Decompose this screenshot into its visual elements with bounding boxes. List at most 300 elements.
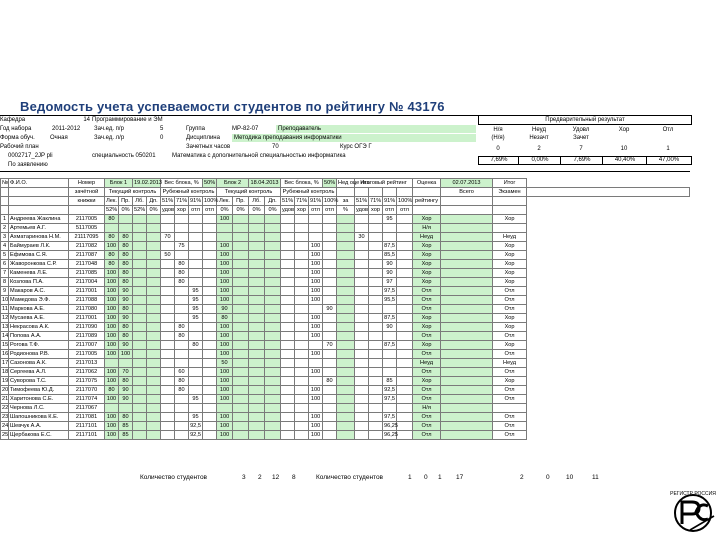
block2-100 <box>323 404 337 413</box>
block2-91 <box>309 404 323 413</box>
label-work-plan: Рабочий план <box>0 144 39 150</box>
table-row <box>1 215 690 224</box>
empty-cell <box>265 332 281 341</box>
record-book-number: 2117067 <box>69 404 105 413</box>
empty-cell <box>265 296 281 305</box>
empty-cell <box>249 305 265 314</box>
th-final-rating: Итоговый рейтинг <box>355 179 413 188</box>
empty-cell <box>133 215 147 224</box>
empty-cell <box>233 260 249 269</box>
student-name: Родионова Р.В. <box>9 350 69 359</box>
total-grade: Отл <box>493 386 527 395</box>
empty-cell <box>233 233 249 242</box>
row-number: 1 <box>1 215 9 224</box>
total-grade: Отл <box>493 332 527 341</box>
student-name: Каменева Л.Е. <box>9 269 69 278</box>
block1-51 <box>161 422 175 431</box>
block2-lecture: 80 <box>217 314 233 323</box>
th-overall: Всего <box>441 188 493 197</box>
record-book-number: 2117080 <box>69 305 105 314</box>
row-number: 18 <box>2 369 9 375</box>
block1-71: 80 <box>175 332 189 341</box>
empty-cell <box>233 251 249 260</box>
block1-91 <box>189 215 203 224</box>
empty-cell <box>281 260 295 269</box>
grade-by-rating: Отл <box>413 287 441 296</box>
block1-lecture: 100 <box>105 377 119 386</box>
block2-100 <box>323 260 337 269</box>
student-name: Шапошникова К.Е. <box>9 413 69 422</box>
exam-grade <box>441 413 493 422</box>
student-name: Андреева Жаклина <box>9 215 69 224</box>
empty-cell <box>397 314 413 323</box>
record-book-number: 2117087 <box>69 251 105 260</box>
th-block2-weight: Вес блока, % <box>281 179 323 188</box>
empty-cell <box>133 269 147 278</box>
row-number: 11 <box>2 306 8 312</box>
grade-by-rating: Отл <box>413 350 441 359</box>
empty-cell <box>337 224 355 233</box>
total-grade: Отл <box>493 395 527 404</box>
th-fio: Ф.И.О. <box>9 179 69 188</box>
empty-cell <box>265 341 281 350</box>
empty-cell <box>233 404 249 413</box>
table-row <box>1 377 690 386</box>
empty-cell <box>147 431 161 440</box>
exam-grade <box>441 260 493 269</box>
th-91-f: 91% <box>384 198 396 204</box>
empty-cell <box>397 242 413 251</box>
empty-cell <box>203 296 217 305</box>
student-name: Харитонова С.Е. <box>9 395 69 404</box>
block2-91 <box>309 224 323 233</box>
block1-practice: 90 <box>119 314 133 323</box>
empty-cell <box>203 332 217 341</box>
block1-lecture: 100 <box>105 350 119 359</box>
th-pr2: Пр. <box>233 197 249 206</box>
empty-cell <box>249 350 265 359</box>
empty-cell <box>295 332 309 341</box>
block1-91: 95 <box>189 287 203 296</box>
table-header-row-3 <box>1 197 690 206</box>
block1-51 <box>161 431 175 440</box>
summary-pct-fail: 0,00% <box>518 156 562 165</box>
empty-cell <box>147 233 161 242</box>
empty-cell <box>295 413 309 422</box>
empty-cell <box>369 422 383 431</box>
final-91 <box>383 350 397 359</box>
empty-cell <box>337 233 355 242</box>
grade-by-rating: Н/я <box>413 404 441 413</box>
block1-51 <box>161 305 175 314</box>
empty-cell <box>369 305 383 314</box>
empty-cell <box>397 341 413 350</box>
empty-cell <box>249 296 265 305</box>
value-credits-lr: 0 <box>160 135 164 141</box>
final-91 <box>383 404 397 413</box>
row-number: 3 <box>1 233 9 242</box>
empty-cell <box>133 332 147 341</box>
block1-71: 80 <box>175 386 189 395</box>
block1-practice: 80 <box>119 251 133 260</box>
grade-by-rating: Хор <box>413 251 441 260</box>
row-number: 25 <box>2 432 9 438</box>
final-91: 95,5 <box>384 297 395 303</box>
block1-lecture: 100 <box>105 413 119 422</box>
empty-cell <box>397 332 413 341</box>
value-study-form: Очная <box>50 135 68 141</box>
empty-cell <box>295 323 309 332</box>
block2-lecture: 100 <box>217 413 233 422</box>
block1-71 <box>175 251 189 260</box>
empty-cell <box>203 404 217 413</box>
page-title: Ведомость учета успеваемости студентов по рейтингу № 43176 <box>20 99 445 114</box>
exam-grade <box>441 233 493 242</box>
empty-cell <box>337 395 355 404</box>
empty-cell <box>203 215 217 224</box>
grade-by-rating: Хор <box>413 323 441 332</box>
empty-cell <box>147 386 161 395</box>
th-grade-date: 02.07.2013 <box>441 179 493 188</box>
record-book-number: 2117075 <box>69 377 105 386</box>
row-number: 23 <box>2 414 9 420</box>
block1-71 <box>175 296 189 305</box>
block1-practice <box>119 359 133 368</box>
empty-cell <box>249 404 265 413</box>
block2-100 <box>323 350 337 359</box>
empty-cell <box>281 305 295 314</box>
row-number: 24 <box>2 423 9 429</box>
grade-by-rating: Хор <box>413 269 441 278</box>
empty-cell <box>281 341 295 350</box>
th-w-ef: отл <box>383 206 397 215</box>
empty-cell <box>249 386 265 395</box>
empty-cell <box>295 278 309 287</box>
th-w-lb2: 0% <box>249 206 265 215</box>
grade-by-rating: Хор <box>413 377 441 386</box>
empty-cell <box>337 278 355 287</box>
empty-cell <box>295 350 309 359</box>
block2-lecture: 100 <box>217 269 233 278</box>
empty-cell <box>203 242 217 251</box>
final-51 <box>355 224 369 233</box>
empty-cell <box>281 332 295 341</box>
table-row <box>1 323 690 332</box>
empty-cell <box>147 359 161 368</box>
block2-lecture: 100 <box>217 395 233 404</box>
block2-100 <box>323 368 337 377</box>
row-number: 15 <box>2 342 9 348</box>
empty-cell <box>295 395 309 404</box>
block1-91 <box>189 260 203 269</box>
block1-71: 60 <box>175 368 189 377</box>
label-department: Кафедра <box>0 117 26 123</box>
row-number: 13 <box>2 324 9 330</box>
block1-91 <box>189 224 203 233</box>
record-book-number: 2117013 <box>69 359 105 368</box>
block1-practice: 90 <box>119 287 133 296</box>
student-name: Козлова П.А. <box>9 278 69 287</box>
label-teacher: Преподаватель <box>278 126 322 132</box>
empty-cell <box>265 314 281 323</box>
final-91 <box>383 233 397 242</box>
exam-grade <box>441 368 493 377</box>
row-number: 20 <box>2 387 9 393</box>
empty-cell <box>295 422 309 431</box>
block2-91: 100 <box>309 413 323 422</box>
row-number: 14 <box>2 333 9 339</box>
table-row <box>1 269 690 278</box>
block1-lecture: 100 <box>105 368 119 377</box>
record-book-number: 2117101 <box>69 431 105 440</box>
block2-91 <box>309 359 323 368</box>
grade-by-rating: Отл <box>413 413 441 422</box>
block1-91: 92,5 <box>190 432 201 438</box>
student-name: Сазонова А.К. <box>9 359 69 368</box>
block1-91 <box>189 332 203 341</box>
empty-cell <box>281 296 295 305</box>
block2-91 <box>309 377 323 386</box>
empty-cell <box>147 314 161 323</box>
empty-cell <box>265 431 281 440</box>
empty-cell <box>281 314 295 323</box>
th-51-2: 51% <box>282 198 294 204</box>
grade-by-rating: Хор <box>413 242 441 251</box>
footer-v7: 1 <box>438 474 442 481</box>
final-91: 97,5 <box>384 414 395 420</box>
student-name: Тимофеева Ю.Д. <box>9 386 69 395</box>
final-51 <box>355 386 369 395</box>
block1-lecture: 100 <box>105 242 119 251</box>
block2-91: 100 <box>309 323 323 332</box>
empty-cell <box>369 359 383 368</box>
empty-cell <box>249 287 265 296</box>
student-name: Чернова Л.С. <box>9 404 69 413</box>
block1-91 <box>189 404 203 413</box>
exam-grade <box>441 386 493 395</box>
block2-lecture <box>217 233 233 242</box>
th-w-dp2: 0% <box>265 206 281 215</box>
grade-by-rating: Неуд <box>413 359 441 368</box>
block1-71: 80 <box>175 323 189 332</box>
empty-cell <box>203 251 217 260</box>
block1-91 <box>189 377 203 386</box>
empty-cell <box>249 332 265 341</box>
record-book-number: 2117001 <box>69 287 105 296</box>
empty-cell <box>147 305 161 314</box>
empty-cell <box>337 314 355 323</box>
empty-cell <box>369 377 383 386</box>
block2-91: 100 <box>309 386 323 395</box>
empty-cell <box>337 386 355 395</box>
final-51 <box>355 341 369 350</box>
block1-91 <box>189 323 203 332</box>
logo-text: РЕГИСТР РОССИЯ <box>670 491 716 497</box>
th-100-1: 100% <box>204 198 219 204</box>
empty-cell <box>369 413 383 422</box>
th-block1-date: 19.02.2013 <box>134 180 163 186</box>
grade-by-rating: Отл <box>413 395 441 404</box>
empty-cell <box>147 323 161 332</box>
block1-71 <box>175 287 189 296</box>
empty-cell <box>281 287 295 296</box>
exam-grade <box>441 323 493 332</box>
exam-grade <box>441 296 493 305</box>
block1-91 <box>189 233 203 242</box>
empty-cell <box>265 377 281 386</box>
empty-cell <box>337 368 355 377</box>
block1-51 <box>161 359 175 368</box>
empty-cell <box>281 215 295 224</box>
student-name: Маркова А.Е. <box>9 305 69 314</box>
block2-100 <box>323 431 337 440</box>
empty-cell <box>133 359 147 368</box>
empty-cell <box>133 422 147 431</box>
block1-practice: 80 <box>119 413 133 422</box>
final-91 <box>383 359 397 368</box>
empty-cell <box>295 359 309 368</box>
empty-cell <box>133 260 147 269</box>
block1-71 <box>175 233 189 242</box>
empty-cell <box>133 404 147 413</box>
block2-100 <box>323 395 337 404</box>
block2-lecture: 100 <box>217 350 233 359</box>
block2-100 <box>323 251 337 260</box>
empty-cell <box>203 341 217 350</box>
exam-grade <box>441 287 493 296</box>
summary-sub-notpassed: Незачт <box>529 135 549 141</box>
empty-cell <box>203 413 217 422</box>
footer-v10: 0 <box>546 474 550 481</box>
block1-lecture: 100 <box>105 323 119 332</box>
empty-cell <box>133 305 147 314</box>
block1-51 <box>161 269 175 278</box>
block2-lecture: 100 <box>217 431 233 440</box>
block1-91 <box>189 350 203 359</box>
empty-cell <box>369 260 383 269</box>
table-row <box>1 431 690 440</box>
empty-cell <box>265 260 281 269</box>
block2-lecture: 100 <box>217 332 233 341</box>
summary-head-excellent: Отл <box>662 127 674 133</box>
block1-71 <box>175 413 189 422</box>
final-91: 90 <box>383 323 397 332</box>
empty-cell <box>281 431 295 440</box>
th-exam: Экзамен <box>493 188 527 197</box>
final-51 <box>355 395 369 404</box>
empty-cell <box>337 215 355 224</box>
block2-100 <box>323 242 337 251</box>
summary-count-satisfactory: 7 <box>579 146 583 152</box>
value-hours: 70 <box>272 144 279 150</box>
final-91: 87,5 <box>384 243 395 249</box>
th-by-rating: рейтингу <box>413 197 441 206</box>
block1-practice: 90 <box>119 386 133 395</box>
record-book-number: 2117001 <box>69 314 105 323</box>
table-row <box>1 296 690 305</box>
th-w-pct: % <box>337 206 355 215</box>
final-51 <box>355 431 369 440</box>
block1-practice: 80 <box>119 233 133 242</box>
empty-cell <box>233 332 249 341</box>
block1-91: 92,5 <box>190 423 201 429</box>
empty-cell <box>337 269 355 278</box>
exam-grade <box>441 251 493 260</box>
total-grade: Хор <box>493 242 527 251</box>
empty-cell <box>249 278 265 287</box>
empty-cell <box>147 215 161 224</box>
block2-lecture <box>217 404 233 413</box>
final-51 <box>355 296 369 305</box>
exam-grade <box>441 377 493 386</box>
empty-cell <box>203 314 217 323</box>
block1-91 <box>189 242 203 251</box>
th-pr1: Пр. <box>119 197 133 206</box>
record-book-number: 2117062 <box>69 368 105 377</box>
student-name: Рогова Т.Ф. <box>9 341 69 350</box>
empty-cell <box>233 431 249 440</box>
empty-cell <box>249 395 265 404</box>
th-w-pr2: 0% <box>233 206 249 215</box>
th-w-lb1: 52% <box>134 207 146 213</box>
exam-grade <box>441 242 493 251</box>
summary-count-good: 10 <box>620 146 628 152</box>
header-bottom-line <box>0 171 690 172</box>
value-specialty: Математика с дополнительной специальностью информатика <box>172 153 346 159</box>
block1-practice: 90 <box>119 296 133 305</box>
empty-cell <box>295 431 309 440</box>
empty-cell <box>369 278 383 287</box>
block1-51 <box>161 404 175 413</box>
block1-71 <box>175 395 189 404</box>
empty-cell <box>233 314 249 323</box>
label-hours: Зачетных часов <box>186 144 231 150</box>
block1-lecture: 100 <box>105 305 119 314</box>
empty-cell <box>397 350 413 359</box>
empty-cell <box>281 359 295 368</box>
summary-count-excellent: 1 <box>666 146 670 152</box>
empty-cell <box>233 269 249 278</box>
record-book-number: 2117089 <box>69 332 105 341</box>
empty-cell <box>249 233 265 242</box>
empty-cell <box>369 386 383 395</box>
th-block2: Блок 2 <box>217 179 249 188</box>
block1-lecture: 100 <box>105 314 119 323</box>
empty-cell <box>295 377 309 386</box>
empty-cell <box>133 386 147 395</box>
record-book-number: 2117101 <box>69 422 105 431</box>
empty-cell <box>133 296 147 305</box>
grade-by-rating: Отл <box>413 332 441 341</box>
final-51 <box>355 350 369 359</box>
final-51 <box>355 314 369 323</box>
empty-cell <box>337 359 355 368</box>
empty-cell <box>265 305 281 314</box>
empty-cell <box>133 233 147 242</box>
empty-cell <box>295 269 309 278</box>
summary-sub-passed: Зачет <box>573 135 589 141</box>
footer-v2: 2 <box>258 474 262 481</box>
block2-100 <box>323 215 337 224</box>
block1-practice: 70 <box>119 368 133 377</box>
student-name: Мусаева А.Е. <box>9 314 69 323</box>
grade-by-rating: Отл <box>413 305 441 314</box>
row-number: 12 <box>2 315 9 321</box>
student-name: Шевчук А.А. <box>9 422 69 431</box>
block1-71 <box>175 404 189 413</box>
value-credits-pr: 5 <box>160 126 164 132</box>
block1-practice: 80 <box>119 269 133 278</box>
